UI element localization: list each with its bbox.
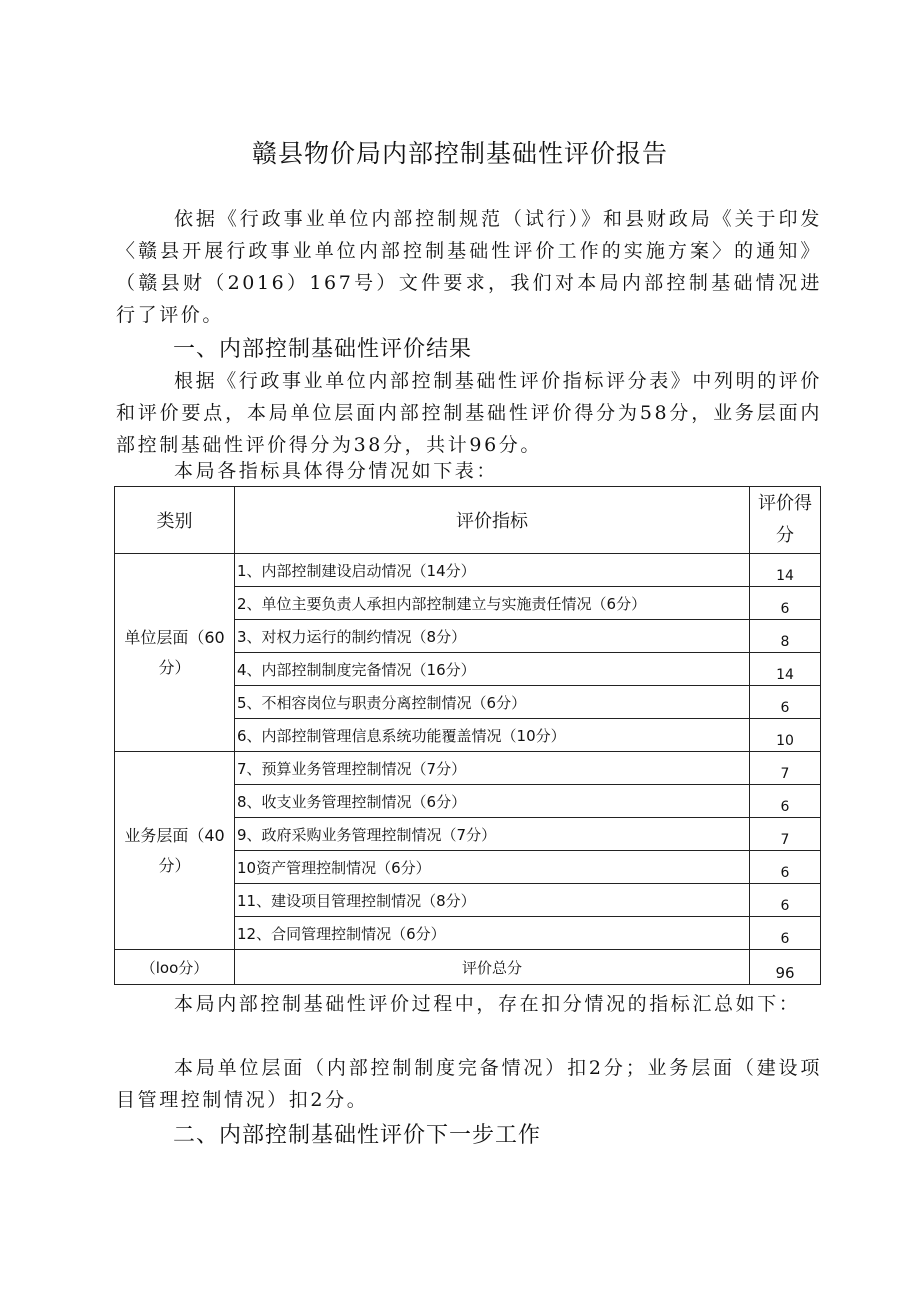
section1-paragraph <box>116 365 822 461</box>
score-cell: 7 <box>750 818 821 851</box>
deduction-intro-paragraph <box>116 988 822 1020</box>
score-cell: 7 <box>750 752 821 785</box>
total-score: 96 <box>750 950 821 985</box>
total-label: 评价总分 <box>235 950 750 985</box>
indicator-cell: 12、合同管理控制情况（6分） <box>235 917 750 950</box>
indicator-cell: 1、内部控制建设启动情况（14分） <box>235 554 750 587</box>
indicator-cell: 8、收支业务管理控制情况（6分） <box>235 785 750 818</box>
section1-text: 根据《行政事业单位内部控制基础性评价指标评分表》中列明的评价和评价要点，本局单位层面内部控制基础性评价得分为58分，业务层面内部控制基础性评价得分为38分，共计96分。 <box>116 370 823 456</box>
indicator-cell: 2、单位主要负责人承担内部控制建立与实施责任情况（6分） <box>235 587 750 620</box>
score-cell: 8 <box>750 620 821 653</box>
document-title: 赣县物价局内部控制基础性评价报告 <box>251 139 668 168</box>
score-cell: 14 <box>750 653 821 686</box>
indicator-cell: 6、内部控制管理信息系统功能覆盖情况（10分） <box>235 719 750 752</box>
category-cell: 业务层面（40分） <box>115 752 235 950</box>
score-cell: 6 <box>750 587 821 620</box>
intro-paragraph <box>116 203 822 331</box>
table-intro-text: 本局各指标具体得分情况如下表： <box>174 460 499 482</box>
section2-heading: 二、内部控制基础性评价下一步工作 <box>173 1123 542 1148</box>
total-row <box>115 950 821 985</box>
indicator-cell: 5、不相容岗位与职责分离控制情况（6分） <box>235 686 750 719</box>
indicator-cell: 11、建设项目管理控制情况（8分） <box>235 884 750 917</box>
deduction-detail-paragraph <box>116 1052 822 1116</box>
score-table <box>114 486 821 985</box>
table-intro <box>116 455 822 487</box>
table-row <box>115 752 821 785</box>
header-score: 评价得分 <box>750 487 821 554</box>
score-cell: 14 <box>750 554 821 587</box>
deduction-detail-text: 本局单位层面（内部控制制度完备情况）扣2分；业务层面（建设项目管理控制情况）扣2分。 <box>116 1057 822 1111</box>
category-cell: 单位层面（60分） <box>115 554 235 752</box>
indicator-cell: 9、政府采购业务管理控制情况（7分） <box>235 818 750 851</box>
indicator-cell: 10资产管理控制情况（6分） <box>235 851 750 884</box>
total-category: （loo分） <box>115 950 235 985</box>
indicator-cell: 3、对权力运行的制约情况（8分） <box>235 620 750 653</box>
header-indicator: 评价指标 <box>235 487 750 554</box>
score-cell: 6 <box>750 686 821 719</box>
section1-heading: 一、内部控制基础性评价结果 <box>173 337 473 362</box>
score-cell: 10 <box>750 719 821 752</box>
header-category: 类别 <box>115 487 235 554</box>
indicator-cell: 4、内部控制制度完备情况（16分） <box>235 653 750 686</box>
deduction-intro-text: 本局内部控制基础性评价过程中，存在扣分情况的指标汇总如下： <box>174 993 801 1015</box>
score-cell: 6 <box>750 917 821 950</box>
indicator-cell: 7、预算业务管理控制情况（7分） <box>235 752 750 785</box>
score-cell: 6 <box>750 851 821 884</box>
score-cell: 6 <box>750 884 821 917</box>
intro-text: 依据《行政事业单位内部控制规范（试行）》和县财政局《关于印发〈赣县开展行政事业单位内部控制基础性评价工作的实施方案〉的通知》（赣县财（2016）167号）文件要求，我们对本局内部控制基础情况进行了评价。 <box>116 208 822 326</box>
score-cell: 6 <box>750 785 821 818</box>
table-row <box>115 554 821 587</box>
table-header-row <box>115 487 821 554</box>
